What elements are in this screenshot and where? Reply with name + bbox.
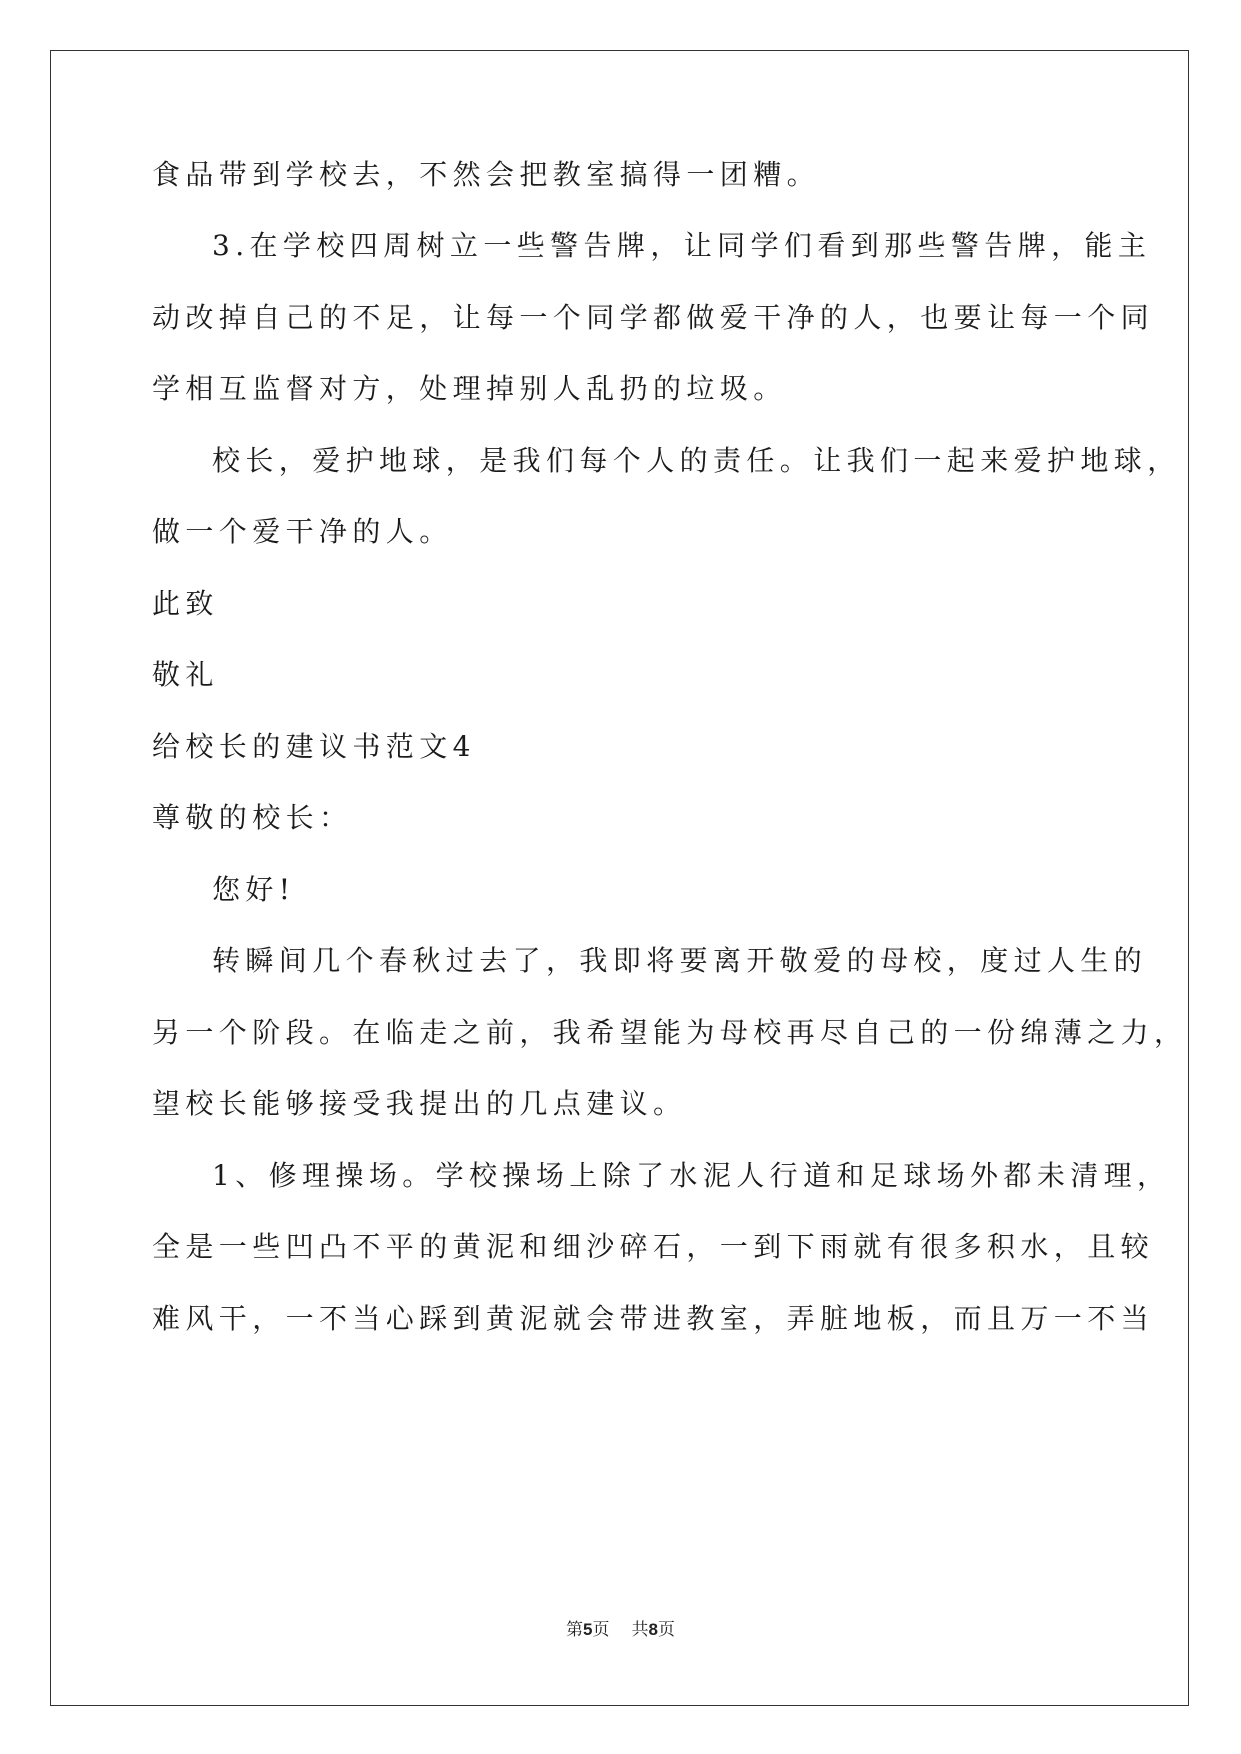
total-prefix: 共: [631, 1620, 649, 1640]
text-line: 另一个阶段。在临走之前，我希望能为母校再尽自己的一份绵薄之力，: [152, 1016, 1188, 1049]
text-line: 做一个爱干净的人。: [152, 515, 453, 548]
text-line: 动改掉自己的不足，让每一个同学都做爱干净的人，也要让每一个同: [152, 301, 1155, 334]
text-line: 1、修理操场。学校操场上除了水泥人行道和足球场外都未清理，: [212, 1159, 1171, 1192]
text-line: 校长，爱护地球，是我们每个人的责任。让我们一起来爱护地球，: [212, 444, 1181, 477]
closing-regards: 敬礼: [152, 658, 219, 691]
text-line: 难风干，一不当心踩到黄泥就会带进教室，弄脏地板，而且万一不当: [152, 1302, 1155, 1335]
text-line: 食品带到学校去，不然会把教室搞得一团糟。: [152, 158, 821, 191]
text-line: 转瞬间几个春秋过去了，我即将要离开敬爱的母校，度过人生的: [212, 944, 1148, 977]
page-prefix: 第: [566, 1620, 584, 1640]
text-line: 学相互监督对方，处理掉别人乱扔的垃圾。: [152, 372, 787, 405]
page-suffix: 页: [592, 1620, 610, 1640]
text-line: 3.在学校四周树立一些警告牌，让同学们看到那些警告牌，能主: [212, 229, 1152, 262]
text-line: 全是一些凹凸不平的黄泥和细沙碎石，一到下雨就有很多积水，且较: [152, 1230, 1155, 1263]
total-suffix: 页: [657, 1620, 675, 1640]
section-title: 给校长的建议书范文4: [152, 730, 476, 763]
text-line: 望校长能够接受我提出的几点建议。: [152, 1087, 687, 1120]
letter-greeting: 尊敬的校长：: [152, 801, 353, 834]
text-line: 您好!: [212, 873, 296, 906]
page-number: 5: [583, 1620, 593, 1639]
page-footer: [0, 1619, 1241, 1641]
closing-salutation: 此致: [152, 587, 219, 620]
total-pages: 8: [648, 1620, 658, 1639]
